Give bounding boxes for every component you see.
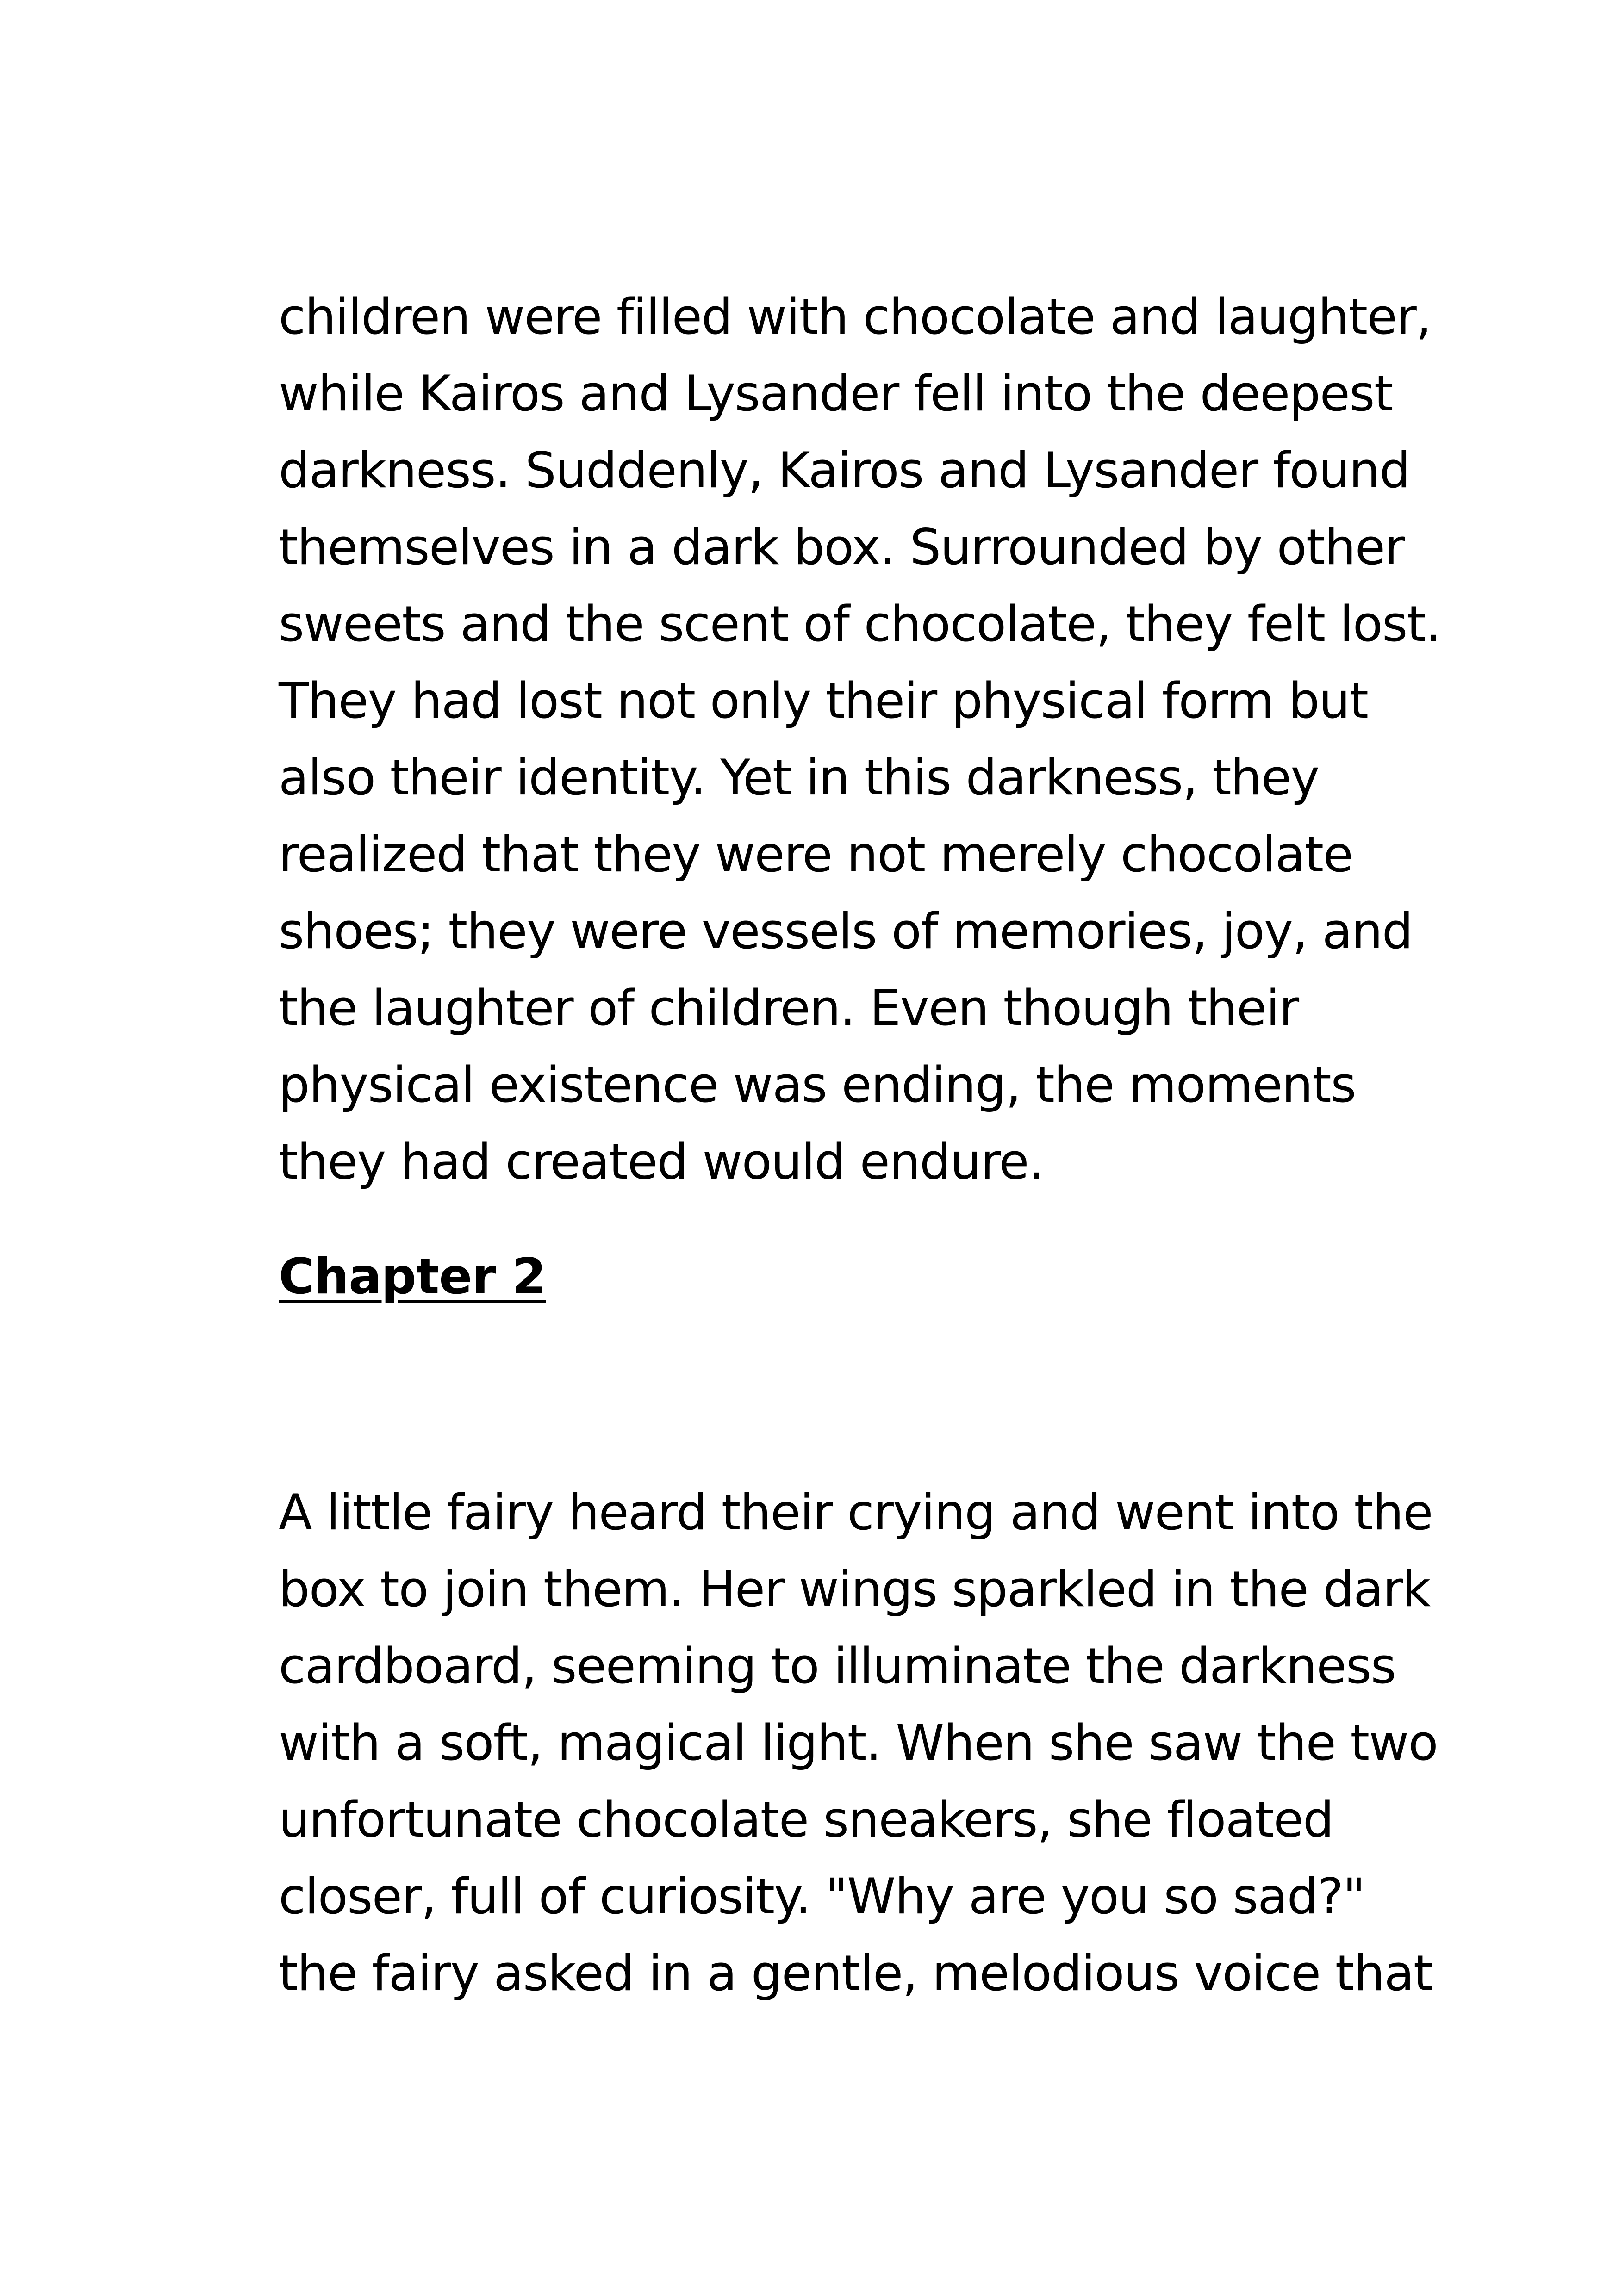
chapter-heading: Chapter 2 xyxy=(279,1248,546,1305)
body-paragraph-2: A little fairy heard their crying and went into the box to join them. Her wings sparkled in the dark cardboard, seeming to illuminate the darkness with a soft, magical light. When she saw the two unfortunate chocolate sneakers, she floated closer, full of curiosity. "Why are you so sad?" the fairy asked in a gentle, melodious voice that xyxy=(279,1484,1438,2002)
body-paragraph-1: children were filled with chocolate and laughter, while Kairos and Lysander fell into the deepest darkness. Suddenly, Kairos and Lysander found themselves in a dark box. Surrounded by other sweets and the scent of chocolate, they felt lost. They had lost not only their physical form but also their identity. Yet in this darkness, they realized that they were not merely chocolate shoes; they were vessels of memories, joy, and the laughter of children. Even though their physical existence was ending, the moments they had created would endure. xyxy=(279,288,1441,1190)
